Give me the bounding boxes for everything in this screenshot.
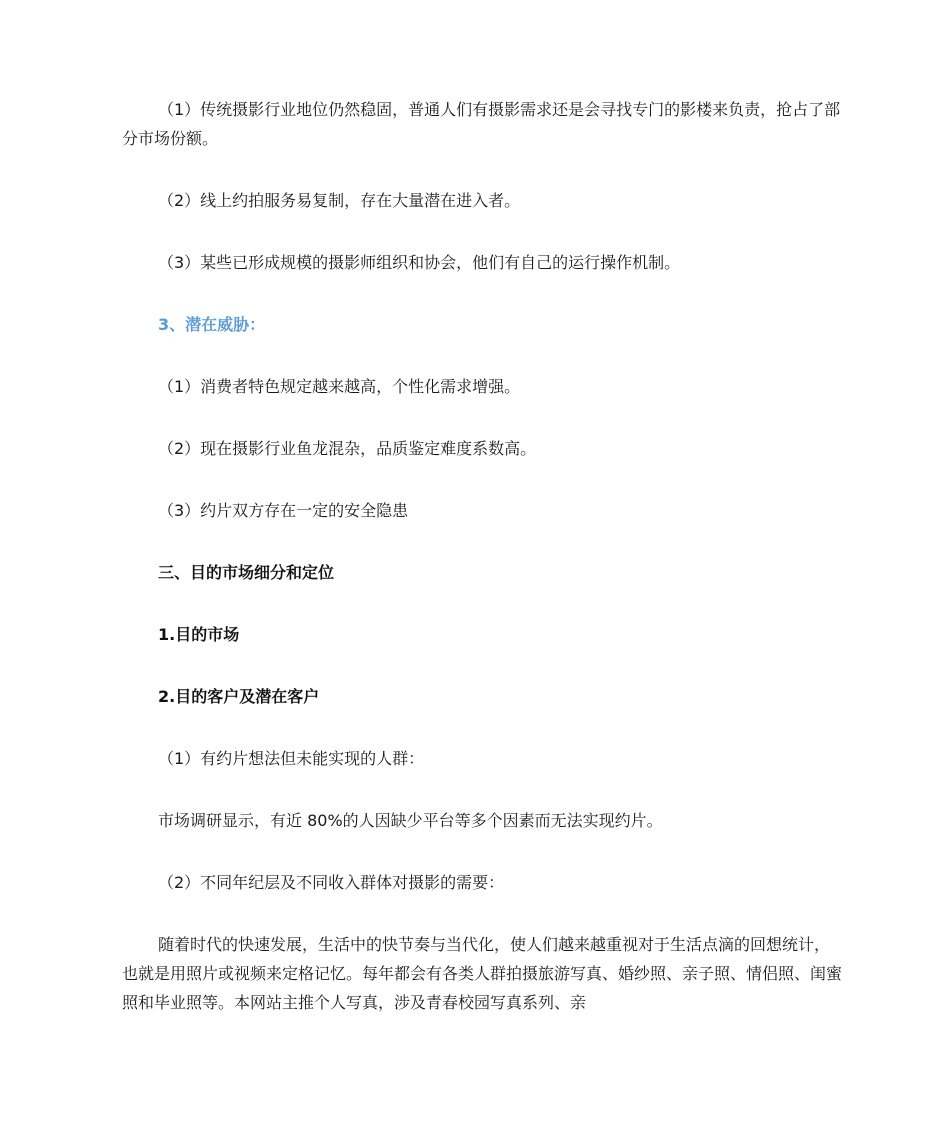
heading-target-customers: 2.目的客户及潜在客户 <box>158 687 320 706</box>
paragraph-consumer-requirements: （1）消费者特色规定越来越高，个性化需求增强。 <box>158 377 521 396</box>
paragraph-online-service-copy: （2）线上约拍服务易复制，存在大量潜在进入者。 <box>158 191 521 210</box>
paragraph-safety-risks: （3）约片双方存在一定的安全隐患 <box>158 501 409 520</box>
paragraph-market-research: 市场调研显示，有近 80%的人因缺少平台等多个因素而无法实现约片。 <box>158 811 663 830</box>
paragraph-era-development <box>122 930 842 1017</box>
paragraph-text: 随着时代的快速发展，生活中的快节奏与当代化，使人们越来越重视对于生活点滴的回想统计，也就是用照片或视频来定格记忆。每年都会有各类人群拍摄旅游写真、婚纱照、亲子照、情侣照、闺蜜照和毕业照等。本网站主推个人写真，涉及青春校园写真系列、亲 <box>122 935 843 1012</box>
paragraph-industry-quality: （2）现在摄影行业鱼龙混杂，品质鉴定难度系数高。 <box>158 439 537 458</box>
heading-target-market: 1.目的市场 <box>158 625 240 644</box>
paragraph-photographer-organizations: （3）某些已形成规模的摄影师组织和协会，他们有自己的运行操作机制。 <box>158 253 681 272</box>
paragraph-text: （1）传统摄影行业地位仍然稳固，普通人们有摄影需求还是会寻找专门的影楼来负责，抢占了部分市场份额。 <box>122 100 841 148</box>
paragraph-customer-group-two: （2）不同年纪层及不同收入群体对摄影的需要： <box>158 873 505 892</box>
heading-section-three: 三、目的市场细分和定位 <box>158 563 335 582</box>
paragraph-traditional-photography <box>122 95 842 153</box>
paragraph-customer-group-one: （1）有约片想法但未能实现的人群： <box>158 749 425 768</box>
heading-potential-threats: 3、潜在威胁： <box>158 315 266 334</box>
